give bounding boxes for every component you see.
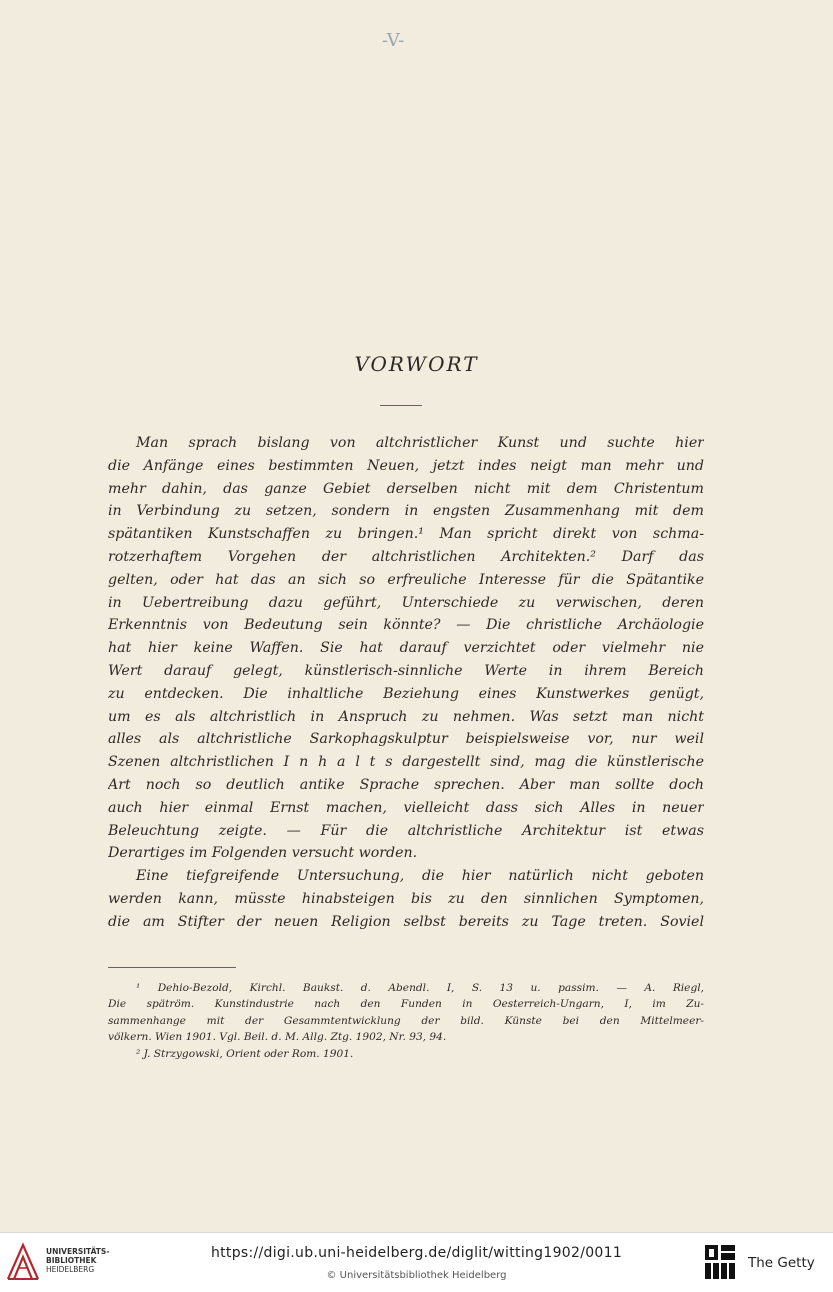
body-line: zu entdecken. Die inhaltliche Beziehung eines Kunstwerkes genügt,	[108, 685, 704, 702]
body-line: Eine tiefgreifende Untersuchung, die hier natürlich nicht geboten	[136, 868, 704, 885]
title-divider	[380, 405, 422, 406]
library-name: UNIVERSITÄTS- BIBLIOTHEK HEIDELBERG	[46, 1247, 110, 1274]
body-line: rotzerhaftem Vorgehen der altchristlichen Architekten.² Darf das	[108, 548, 704, 565]
body-line: Beleuchtung zeigte. — Für die altchristliche Architektur ist etwas	[108, 822, 704, 839]
body-line: Man sprach bislang von altchristlicher Kunst und suchte hier	[136, 435, 704, 451]
footnote-line: ¹ Dehio-Bezold, Kirchl. Baukst. d. Abendl. I, S. 13 u. passim. — A. Riegl,	[136, 982, 704, 994]
body-line: werden kann, müsste hinabsteigen bis zu den sinnlichen Symptomen,	[108, 890, 704, 907]
footnote-divider	[108, 967, 236, 968]
body-line: Erkenntnis von Bedeutung sein könnte? — Die christliche Archäologie	[108, 617, 704, 634]
getty-logo-icon[interactable]	[703, 1243, 737, 1281]
body-line: alles als altchristliche Sarkophagskulptur beispielsweise vor, nur weil	[108, 731, 704, 748]
partner-name: The Getty	[748, 1255, 815, 1271]
body-line: Derartiges im Folgenden versucht worden.	[108, 845, 418, 862]
body-line: in Verbindung zu setzen, sondern in engsten Zusammenhang mit dem	[108, 503, 704, 520]
page-mark: -V-	[382, 30, 405, 51]
body-line: um es als altchristlich in Anspruch zu nehmen. Was setzt man nicht	[108, 708, 704, 725]
body-text	[108, 432, 704, 934]
body-line: mehr dahin, das ganze Gebiet derselben nicht mit dem Christentum	[108, 480, 704, 497]
body-line: spätantiken Kunstschaffen zu bringen.¹ Man spricht direkt von schma-	[108, 526, 704, 543]
body-line: in Uebertreibung dazu geführt, Unterschiede zu verwischen, deren	[108, 594, 704, 611]
body-line: Wert darauf gelegt, künstlerisch-sinnliche Werte in ihrem Bereich	[108, 662, 704, 679]
body-line: hat hier keine Waffen. Sie hat darauf verzichtet oder vielmehr nie	[108, 640, 704, 657]
permalink-url[interactable]: https://digi.ub.uni-heidelberg.de/diglit/witting1902/0011	[210, 1245, 623, 1261]
footnote-line: Die spätröm. Kunstindustrie nach den Funden in Oesterreich-Ungarn, I, im Zu-	[108, 998, 704, 1011]
body-line: Art noch so deutlich antike Sprache sprechen. Aber man sollte doch	[108, 776, 704, 793]
body-line: Szenen altchristlichen I n h a l t s dargestellt sind, mag die künstlerische	[108, 754, 704, 771]
body-line: die Anfänge eines bestimmten Neuen, jetzt indes neigt man mehr und	[108, 457, 704, 474]
footnote-line: sammenhange mit der Gesammtentwicklung der bild. Künste bei den Mittelmeer-	[108, 1014, 704, 1027]
body-line: die am Stifter der neuen Religion selbst bereits zu Tage treten. Soviel	[108, 913, 704, 930]
body-line: gelten, oder hat das an sich so erfreuliche Interesse für die Spätantike	[108, 571, 704, 588]
footnotes	[108, 980, 704, 1062]
copyright-notice: © Universitätsbibliothek Heidelberg	[326, 1270, 507, 1281]
footnote-line: völkern. Wien 1901. Vgl. Beil. d. M. Allg. Ztg. 1902, Nr. 93, 94.	[108, 1031, 447, 1044]
page-title: VORWORT	[354, 352, 479, 376]
footnote-line: ² J. Strzygowski, Orient oder Rom. 1901.	[136, 1047, 354, 1060]
body-line: auch hier einmal Ernst machen, vielleicht dass sich Alles in neuer	[108, 799, 704, 816]
footer-bar	[0, 1232, 833, 1292]
